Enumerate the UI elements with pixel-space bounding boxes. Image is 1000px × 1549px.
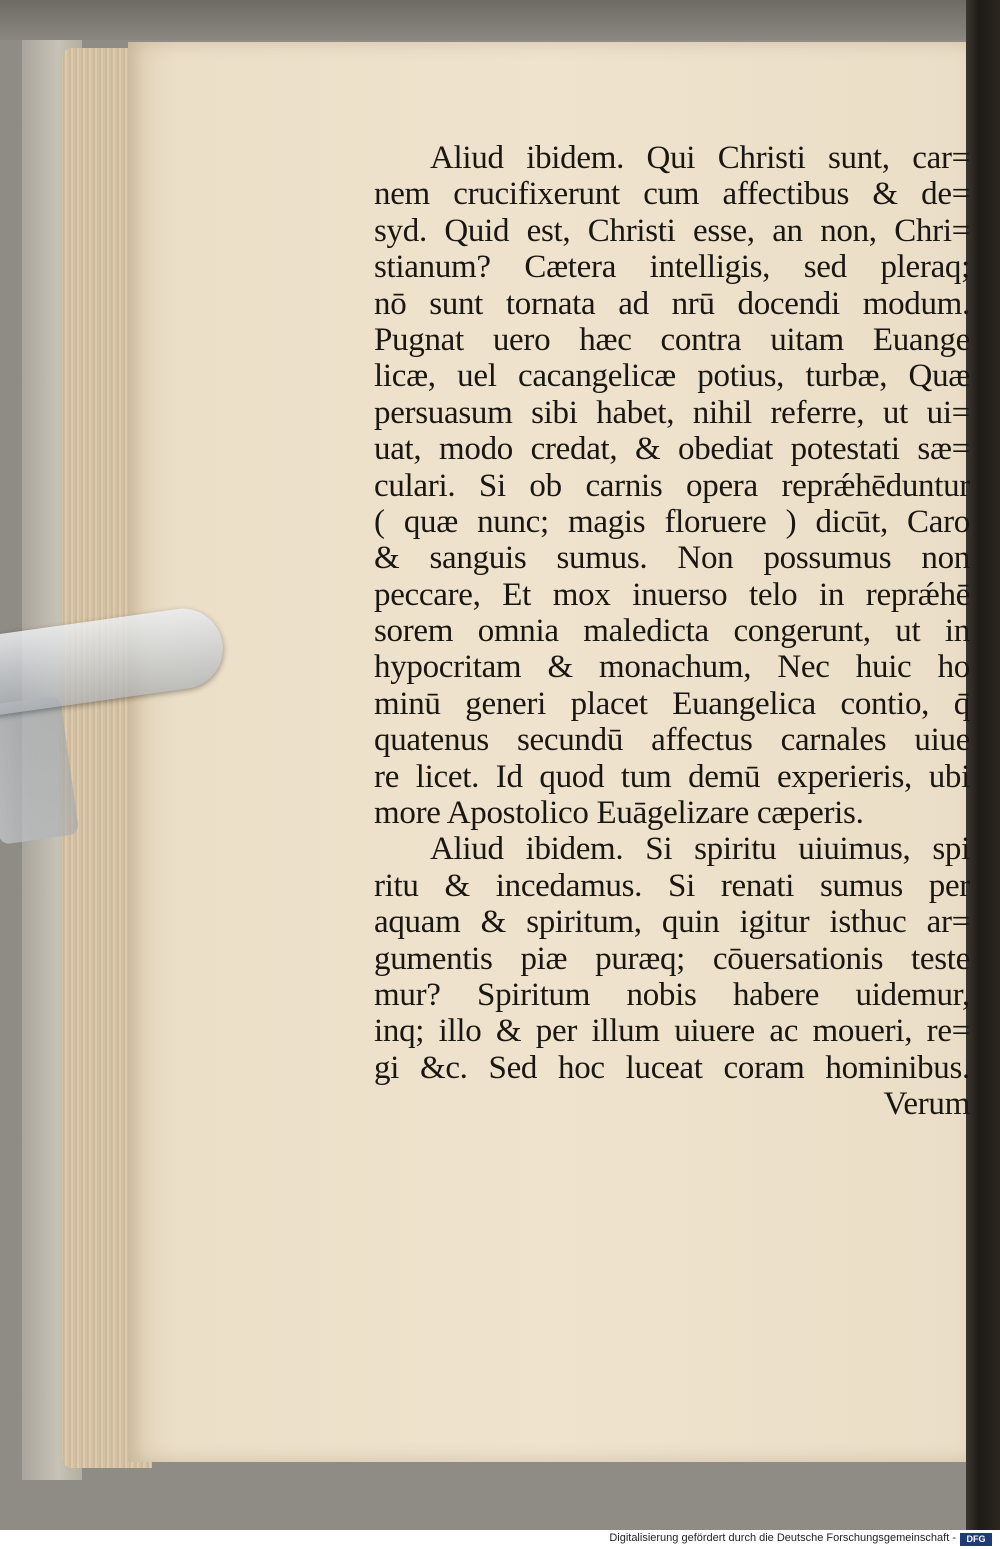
dfg-logo: DFG [960, 1533, 992, 1546]
text-line: uat, modo credat, & obediat potestati sæ= [374, 431, 970, 468]
text-line: Pugnat uero hæc contra uitam Euange [374, 321, 970, 358]
text-line: licæ, uel cacangelicæ potius, turbæ, Quæ [374, 358, 970, 395]
text-line: persuasum sibi habet, nihil referre, ut ui= [374, 394, 970, 431]
text-line: nem crucifixerunt cum affectibus & de= [374, 176, 970, 213]
footer-credit-text: Digitalisierung gefördert durch die Deutsche Forschungsgemeinschaft - [609, 1532, 956, 1544]
book-board-top-edge [0, 0, 1000, 40]
text-line: ritu & incedamus. Si renati sumus per [374, 867, 970, 904]
text-line: peccare, Et mox inuerso telo in reprǽhē [374, 576, 970, 613]
text-line: quatenus secundū affectus carnales uiue [374, 722, 970, 759]
text-line: sorem omnia maledicta congerunt, ut in [374, 613, 970, 650]
text-line: stianum? Cætera intelligis, sed pleraq; [374, 249, 970, 286]
text-line: gi &c. Sed hoc luceat coram hominibus. [374, 1049, 970, 1086]
text-line: & sanguis sumus. Non possumus non [374, 540, 970, 577]
text-line: hypocritam & monachum, Nec huic ho [374, 649, 970, 686]
text-line: re licet. Id quod tum demū experieris, ubi [374, 758, 970, 795]
digitization-footer [0, 1530, 1000, 1549]
text-line: mur? Spiritum nobis habere uidemur, [374, 976, 970, 1013]
text-line: Aliud ibidem. Si spiritu uiuimus, spi [430, 831, 970, 868]
text-line: gumentis piæ puræq; cōuersationis teste [374, 940, 970, 977]
text-line: minū generi placet Euangelica contio, q̄ [374, 685, 970, 722]
text-line: ( quæ nunc; magis floruere ) dicūt, Caro [374, 503, 970, 540]
text-line: Aliud ibidem. Qui Christi sunt, car= [430, 140, 970, 176]
text-line: aquam & spiritum, quin igitur isthuc ar= [374, 904, 970, 941]
text-line: inq; illo & per illum uiuere ac moueri, re= [374, 1013, 970, 1050]
text-line: syd. Quid est, Christi esse, an non, Chri= [374, 212, 970, 249]
text-line: nō sunt tornata ad nrū docendi modum. [374, 285, 970, 322]
catchword: Verum [883, 1086, 970, 1123]
text-line: culari. Si ob carnis opera reprǽhēduntur [374, 467, 970, 504]
page-text-block [374, 140, 974, 1123]
text-line: more Apostolico Euāgelizare cæperis. [374, 795, 864, 832]
